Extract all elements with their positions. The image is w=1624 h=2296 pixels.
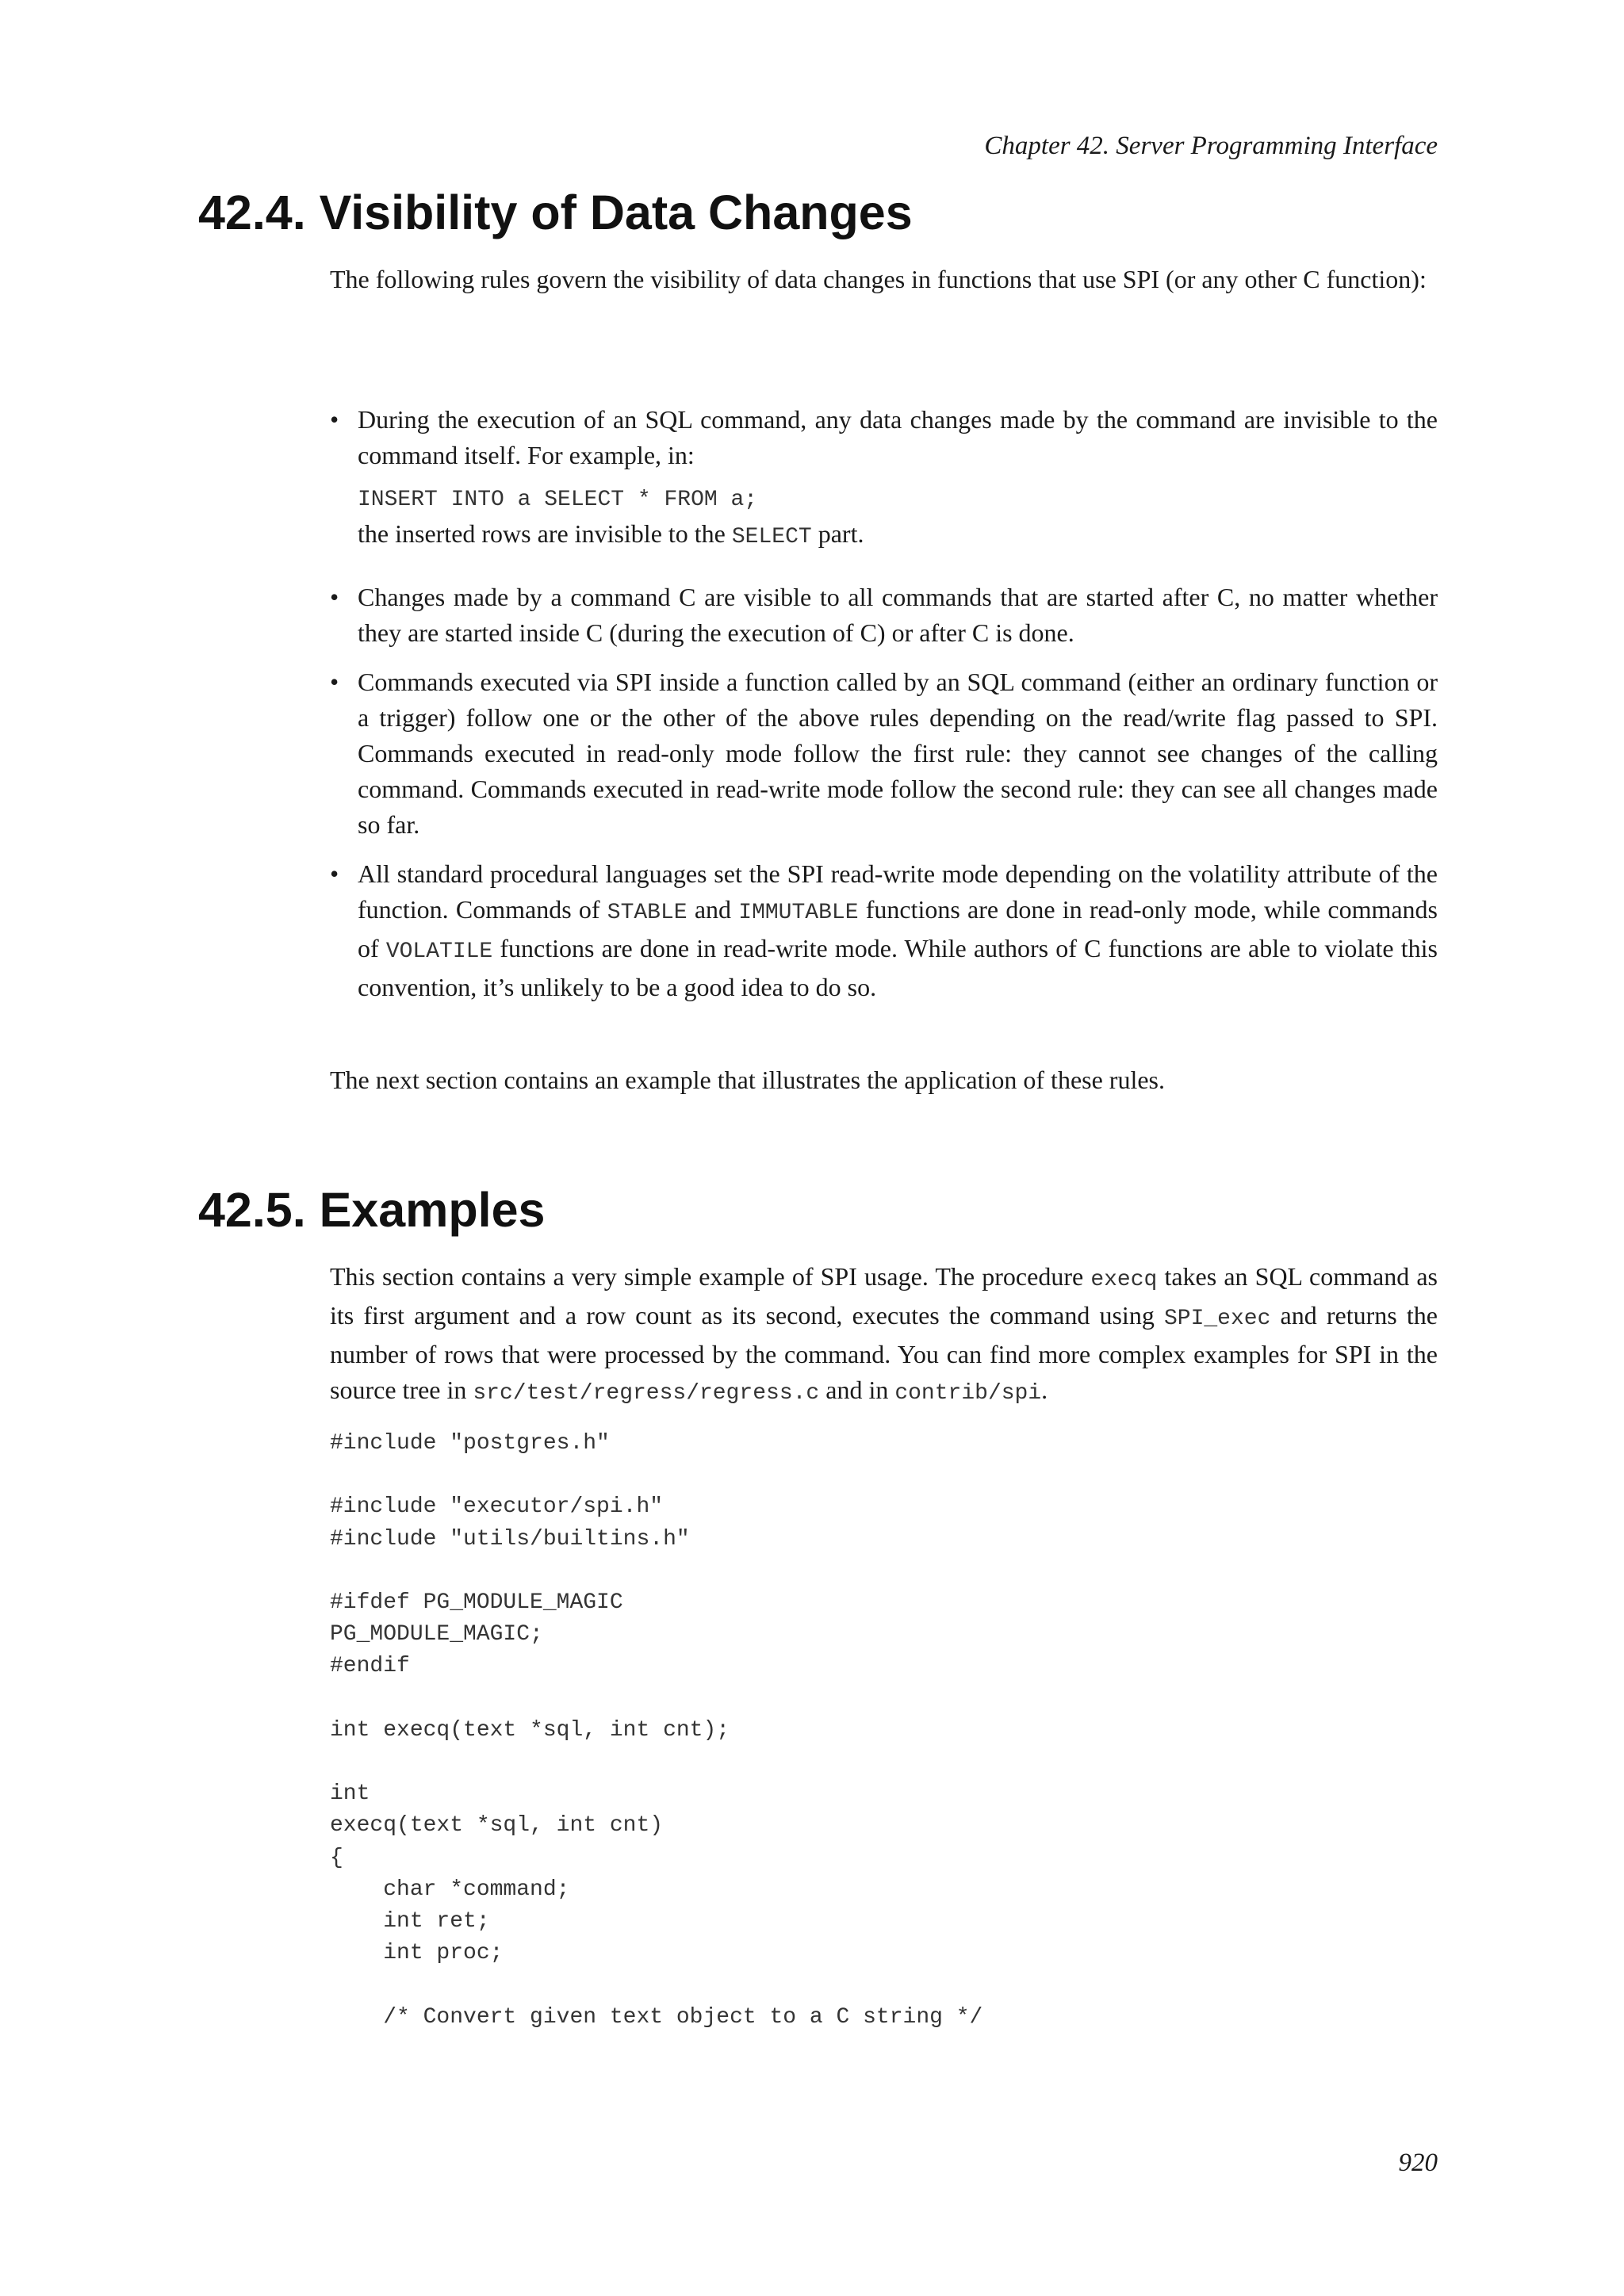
inline-code: contrib/spi — [894, 1381, 1042, 1406]
inline-code: SPI_exec — [1163, 1307, 1271, 1331]
bullet-icon: • — [330, 668, 339, 696]
closing-paragraph: The next section contains an example that illustrates the application of these rules. — [330, 1066, 1165, 1094]
list-item-text-after: the inserted rows are invisible to the SELECT part. — [358, 519, 864, 549]
inline-code: VOLATILE — [385, 939, 493, 964]
inline-code: src/test/regress/regress.c — [473, 1381, 820, 1406]
list-item-text: Commands executed via SPI inside a function called by an SQL command (either an ordinary function or a trigger) follow one or the other of the above rules depending on the read/write flag passed to SPI. Commands executed in read-only mode follow the first rule: they cannot see changes of the calling command. Commands executed in read-write mode follow the second rule: they can see all changes made so far. — [358, 668, 1438, 839]
list-item-text: Changes made by a command C are visible to all commands that are started after C, no matter whether they are started inside C (during the execution of C) or after C is done. — [358, 583, 1438, 647]
page-number: 920 — [1398, 2149, 1438, 2177]
bullet-icon: • — [330, 859, 339, 888]
list-item — [330, 664, 1438, 843]
bullet-icon: • — [330, 405, 339, 434]
list-item — [330, 402, 1438, 555]
inline-code: STABLE — [607, 901, 688, 925]
inline-code: SELECT — [731, 525, 812, 549]
section-title-examples: 42.5. Examples — [198, 1183, 546, 1237]
list-item-text: All standard procedural languages set the SPI read-write mode depending on the volatility attribute of the function. Commands of STABLE and IMMUTABLE functions are done in read-only mode, while commands of VOLATILE functions are done in read-write mode. While authors of C functions are able to violate this convention, it’s unlikely to be a good idea to do so. — [358, 859, 1438, 1001]
running-header: Chapter 42. Server Programming Interface — [984, 132, 1438, 160]
code-listing: #include "postgres.h" #include "executor/spi.h" #include "utils/builtins.h" #ifdef PG_MODULE_MAGIC PG_MODULE_MAGIC; #endif int execq(text *sql, int cnt); int execq(text *sql, int cnt) { char *command; int ret; int proc; /* Convert given text object to a C string */ — [330, 1431, 983, 2030]
inline-code: IMMUTABLE — [738, 901, 859, 925]
inline-code: execq — [1090, 1268, 1158, 1292]
list-item — [330, 856, 1438, 1005]
intro-paragraph: The following rules govern the visibility of data changes in functions that use SPI (or any other C function): — [330, 265, 1427, 293]
section-title-visibility: 42.4. Visibility of Data Changes — [198, 186, 913, 239]
examples-intro-paragraph: This section contains a very simple example of SPI usage. The procedure execq takes an SQL command as its first argument and a row count as its second, executes the command using SPI_exec and returns the number of rows that were processed by the command. You can find more complex examples for SPI in the source tree in src/test/regress/regress.c and in contrib/spi. — [330, 1262, 1438, 1406]
bullet-icon: • — [330, 583, 339, 611]
list-item — [330, 580, 1438, 651]
list-item-text: During the execution of an SQL command, any data changes made by the command are invisible to the command itself. For example, in: — [358, 405, 1438, 469]
code-example: INSERT INTO a SELECT * FROM a; — [358, 488, 758, 512]
